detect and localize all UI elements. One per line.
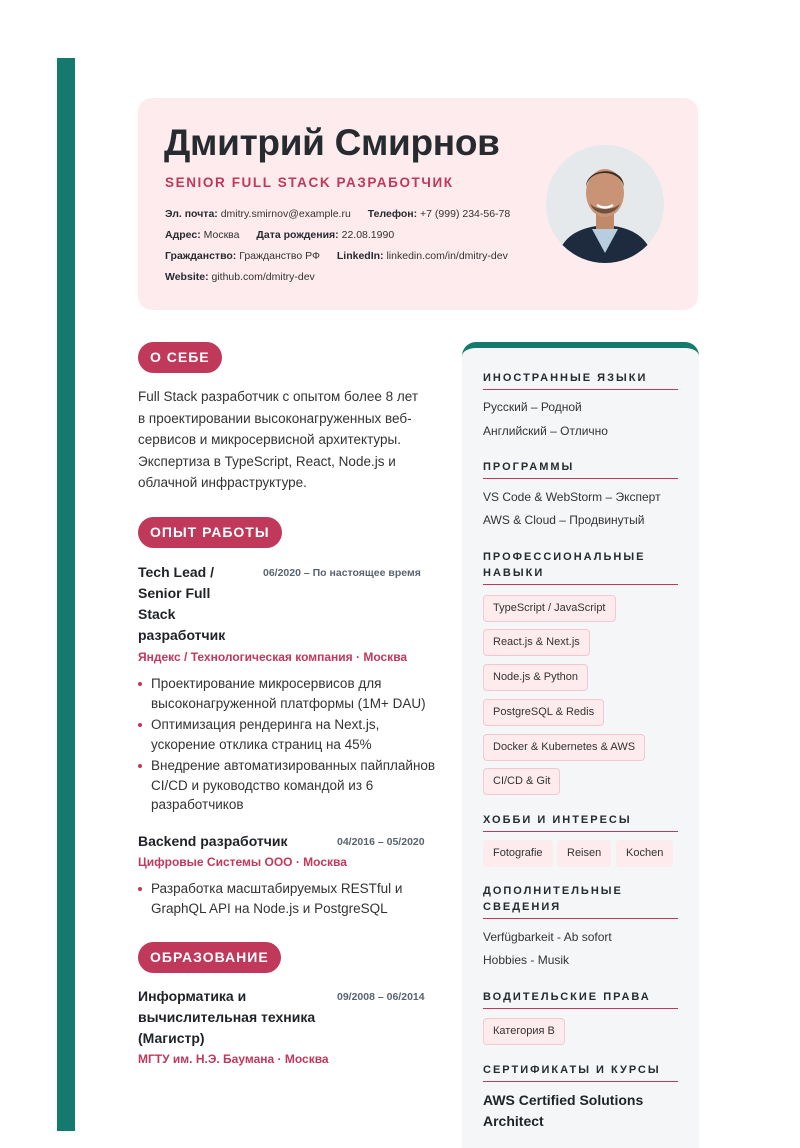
hobby-tag: Reisen xyxy=(557,840,611,867)
about-text: Full Stack разработчик с опытом более 8 лет в проектировании высоконагруженных веб-сервисов и микросервисной архитектуры. Экспертиза в TypeScript, React, Node.js и облачной инфраструктуре. xyxy=(138,389,419,490)
address-value: Москва xyxy=(203,229,240,241)
website-value[interactable]: github.com/dmitry-dev xyxy=(211,271,315,283)
job-dates: 04/2016 – 05/2020 xyxy=(337,836,425,848)
achievement-item: Внедрение автоматизированных пайплайнов CI/CD и руководство командой из 6 разработчиков xyxy=(138,756,438,815)
linkedin-value[interactable]: linkedin.com/in/dmitry-dev xyxy=(386,250,508,262)
section-heading-about: О СЕБЕ xyxy=(138,342,222,373)
contact-row-2 xyxy=(165,229,394,241)
citizenship-label: Гражданство: xyxy=(165,250,237,262)
avatar-photo xyxy=(546,145,664,263)
achievement-item: Оптимизация рендеринга на Next.js, ускорение отклика страниц на 45% xyxy=(138,715,438,754)
citizenship-value: Гражданство РФ xyxy=(239,250,320,262)
achievement-item: Разработка масштабируемых RESTful и GraphQL API на Node.js и PostgreSQL xyxy=(138,879,438,918)
website-label: Website: xyxy=(165,271,209,283)
sidebar-heading-additional: ДОПОЛНИТЕЛЬНЫЕ СВЕДЕНИЯ xyxy=(483,883,678,919)
sidebar-heading-hobbies: ХОББИ И ИНТЕРЕСЫ xyxy=(483,812,678,832)
job-title: Tech Lead / Senior Full Stack разработчик xyxy=(138,564,226,643)
sidebar-heading-certificates: СЕРТИФИКАТЫ И КУРСЫ xyxy=(483,1062,678,1082)
job-dates: 06/2020 – По настоящее время xyxy=(263,567,421,579)
contact-row-3 xyxy=(165,250,508,262)
email-value[interactable]: dmitry.smirnov@example.ru xyxy=(220,208,351,220)
candidate-position: SENIOR FULL STACK РАЗРАБОТЧИК xyxy=(165,175,454,190)
sidebar-heading-skills: ПРОФЕССИОНАЛЬНЫЕ НАВЫКИ xyxy=(483,549,678,585)
sidebar-heading-languages: ИНОСТРАННЫЕ ЯЗЫКИ xyxy=(483,370,678,390)
hobby-tag: Kochen xyxy=(616,840,673,867)
language-item: Английский – Отлично xyxy=(483,424,608,438)
education-dates: 09/2008 – 06/2014 xyxy=(337,991,425,1003)
section-heading-education: ОБРАЗОВАНИЕ xyxy=(138,942,281,973)
language-item: Русский – Родной xyxy=(483,400,582,414)
job-title: Backend разработчик xyxy=(138,833,288,849)
skill-tag: React.js & Next.js xyxy=(483,629,590,656)
job-achievements xyxy=(138,879,438,920)
email-label: Эл. почта: xyxy=(165,208,218,220)
section-heading-experience: ОПЫТ РАБОТЫ xyxy=(138,517,282,548)
skill-tag: TypeScript / JavaScript xyxy=(483,595,616,622)
skill-tag: Node.js & Python xyxy=(483,664,588,691)
job-company: Яндекс / Технологическая компания · Москва xyxy=(138,650,408,664)
decorative-side-bar xyxy=(57,58,75,1131)
certificate-item: AWS Certified Solutions Architect xyxy=(483,1092,644,1129)
achievement-item: Проектирование микросервисов для высоконагруженной платформы (1M+ DAU) xyxy=(138,674,438,713)
candidate-name: Дмитрий Смирнов xyxy=(164,122,500,163)
hobby-tag: Fotografie xyxy=(483,840,553,867)
skill-tag: CI/CD & Git xyxy=(483,768,560,795)
linkedin-label: LinkedIn: xyxy=(336,250,384,262)
sidebar-heading-software: ПРОГРАММЫ xyxy=(483,459,678,479)
education-title: Информатика и вычислительная техника (Магистр) xyxy=(138,988,316,1046)
address-label: Адрес: xyxy=(165,229,201,241)
skill-tag: Docker & Kubernetes & AWS xyxy=(483,734,645,761)
license-tag: Категория B xyxy=(483,1018,565,1045)
contact-row-4 xyxy=(165,271,315,283)
contact-row-1 xyxy=(165,208,510,220)
birthdate-value: 22.08.1990 xyxy=(341,229,395,241)
software-item: VS Code & WebStorm – Эксперт xyxy=(483,490,661,504)
birthdate-label: Дата рождения: xyxy=(256,229,339,241)
phone-value[interactable]: +7 (999) 234-56-78 xyxy=(420,208,511,220)
education-school: МГТУ им. Н.Э. Баумана · Москва xyxy=(138,1052,329,1066)
resume-header xyxy=(138,98,698,310)
software-item: AWS & Cloud – Продвинутый xyxy=(483,513,645,527)
job-achievements xyxy=(138,674,438,817)
additional-item: Hobbies - Musik xyxy=(483,953,570,967)
job-company: Цифровые Системы ООО · Москва xyxy=(138,855,347,869)
phone-label: Телефон: xyxy=(367,208,418,220)
additional-item: Verfügbarkeit - Ab sofort xyxy=(483,930,612,944)
sidebar-heading-license: ВОДИТЕЛЬСКИЕ ПРАВА xyxy=(483,989,678,1009)
skill-tag: PostgreSQL & Redis xyxy=(483,699,604,726)
